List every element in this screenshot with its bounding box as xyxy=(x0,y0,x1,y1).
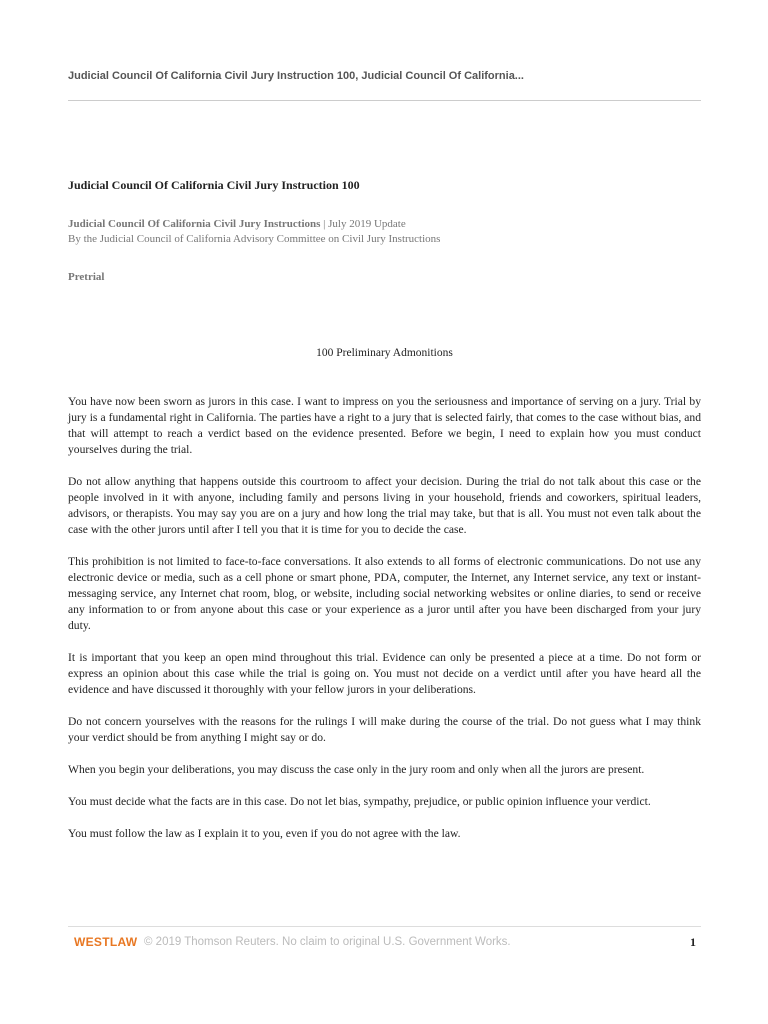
source-separator: | xyxy=(320,218,329,230)
body-paragraph: When you begin your deliberations, you may discuss the case only in the jury room and only when all the jurors are present. xyxy=(68,763,645,776)
source-line xyxy=(68,218,406,230)
body-paragraph: Do not concern yourselves with the reasons for the rulings I will make during the course of the trial. Do not guess what I may think your verdict should be from anything I might say or do. xyxy=(68,715,701,744)
document-title: Judicial Council Of California Civil Jury Instruction 100 xyxy=(68,178,360,192)
instruction-heading: 100 Preliminary Admonitions xyxy=(316,347,453,359)
body-paragraph: You must follow the law as I explain it to you, even if you do not agree with the law. xyxy=(68,827,461,840)
instruction-body xyxy=(68,394,701,858)
body-paragraph: You must decide what the facts are in this case. Do not let bias, sympathy, prejudice, or public opinion influence your verdict. xyxy=(68,795,651,808)
source-title: Judicial Council Of California Civil Jury Instructions xyxy=(68,218,321,230)
running-header-title: Judicial Council Of California Civil Jury Instruction 100, Judicial Council Of California... xyxy=(68,70,524,82)
westlaw-logo: WESTLAW xyxy=(74,935,138,949)
body-paragraph: You have now been sworn as jurors in this case. I want to impress on you the seriousness and importance of serving on a jury. Trial by jury is a fundamental right in California. The parties have a right to a jury that is selected fairly, that comes to the case without bias, and that will attempt to reach a verdict based on the evidence presented. Before we begin, I need to explain how you must conduct yourselves during the trial. xyxy=(68,395,701,456)
update-label: July 2019 Update xyxy=(328,218,406,230)
section-label: Pretrial xyxy=(68,271,105,283)
page-number: 1 xyxy=(690,935,696,949)
body-paragraph: It is important that you keep an open mind throughout this trial. Evidence can only be presented a piece at a time. Do not form or express an opinion about this case while the trial is going on. You must not decide on a verdict until after you have heard all the evidence and have discussed it thoroughly with your fellow jurors in your deliberations. xyxy=(68,651,701,696)
page-footer xyxy=(74,935,698,951)
header-divider xyxy=(68,100,701,101)
footer-divider xyxy=(68,926,701,927)
body-paragraph: This prohibition is not limited to face-to-face conversations. It also extends to all forms of electronic communications. Do not use any electronic device or media, such as a cell phone or smart phone, PDA, computer, the Internet, any Internet service, any text or instant-messaging service, any Internet chat room, blog, or website, including social networking websites or online diaries, to send or receive any information to or from anyone about this case or your experience as a juror until after you have been discharged from your jury duty. xyxy=(68,555,701,632)
body-paragraph: Do not allow anything that happens outside this courtroom to affect your decision. During the trial do not talk about this case or the people involved in it with anyone, including family and persons living in your household, friends and coworkers, spiritual leaders, advisors, or therapists. You may say you are on a jury and how long the trial may take, but that is all. You must not even talk about the case with the other jurors until after I tell you that it is time for you to decide the case. xyxy=(68,475,701,536)
copyright-notice: © 2019 Thomson Reuters. No claim to original U.S. Government Works. xyxy=(144,936,511,948)
author-line: By the Judicial Council of California Advisory Committee on Civil Jury Instructions xyxy=(68,233,441,245)
